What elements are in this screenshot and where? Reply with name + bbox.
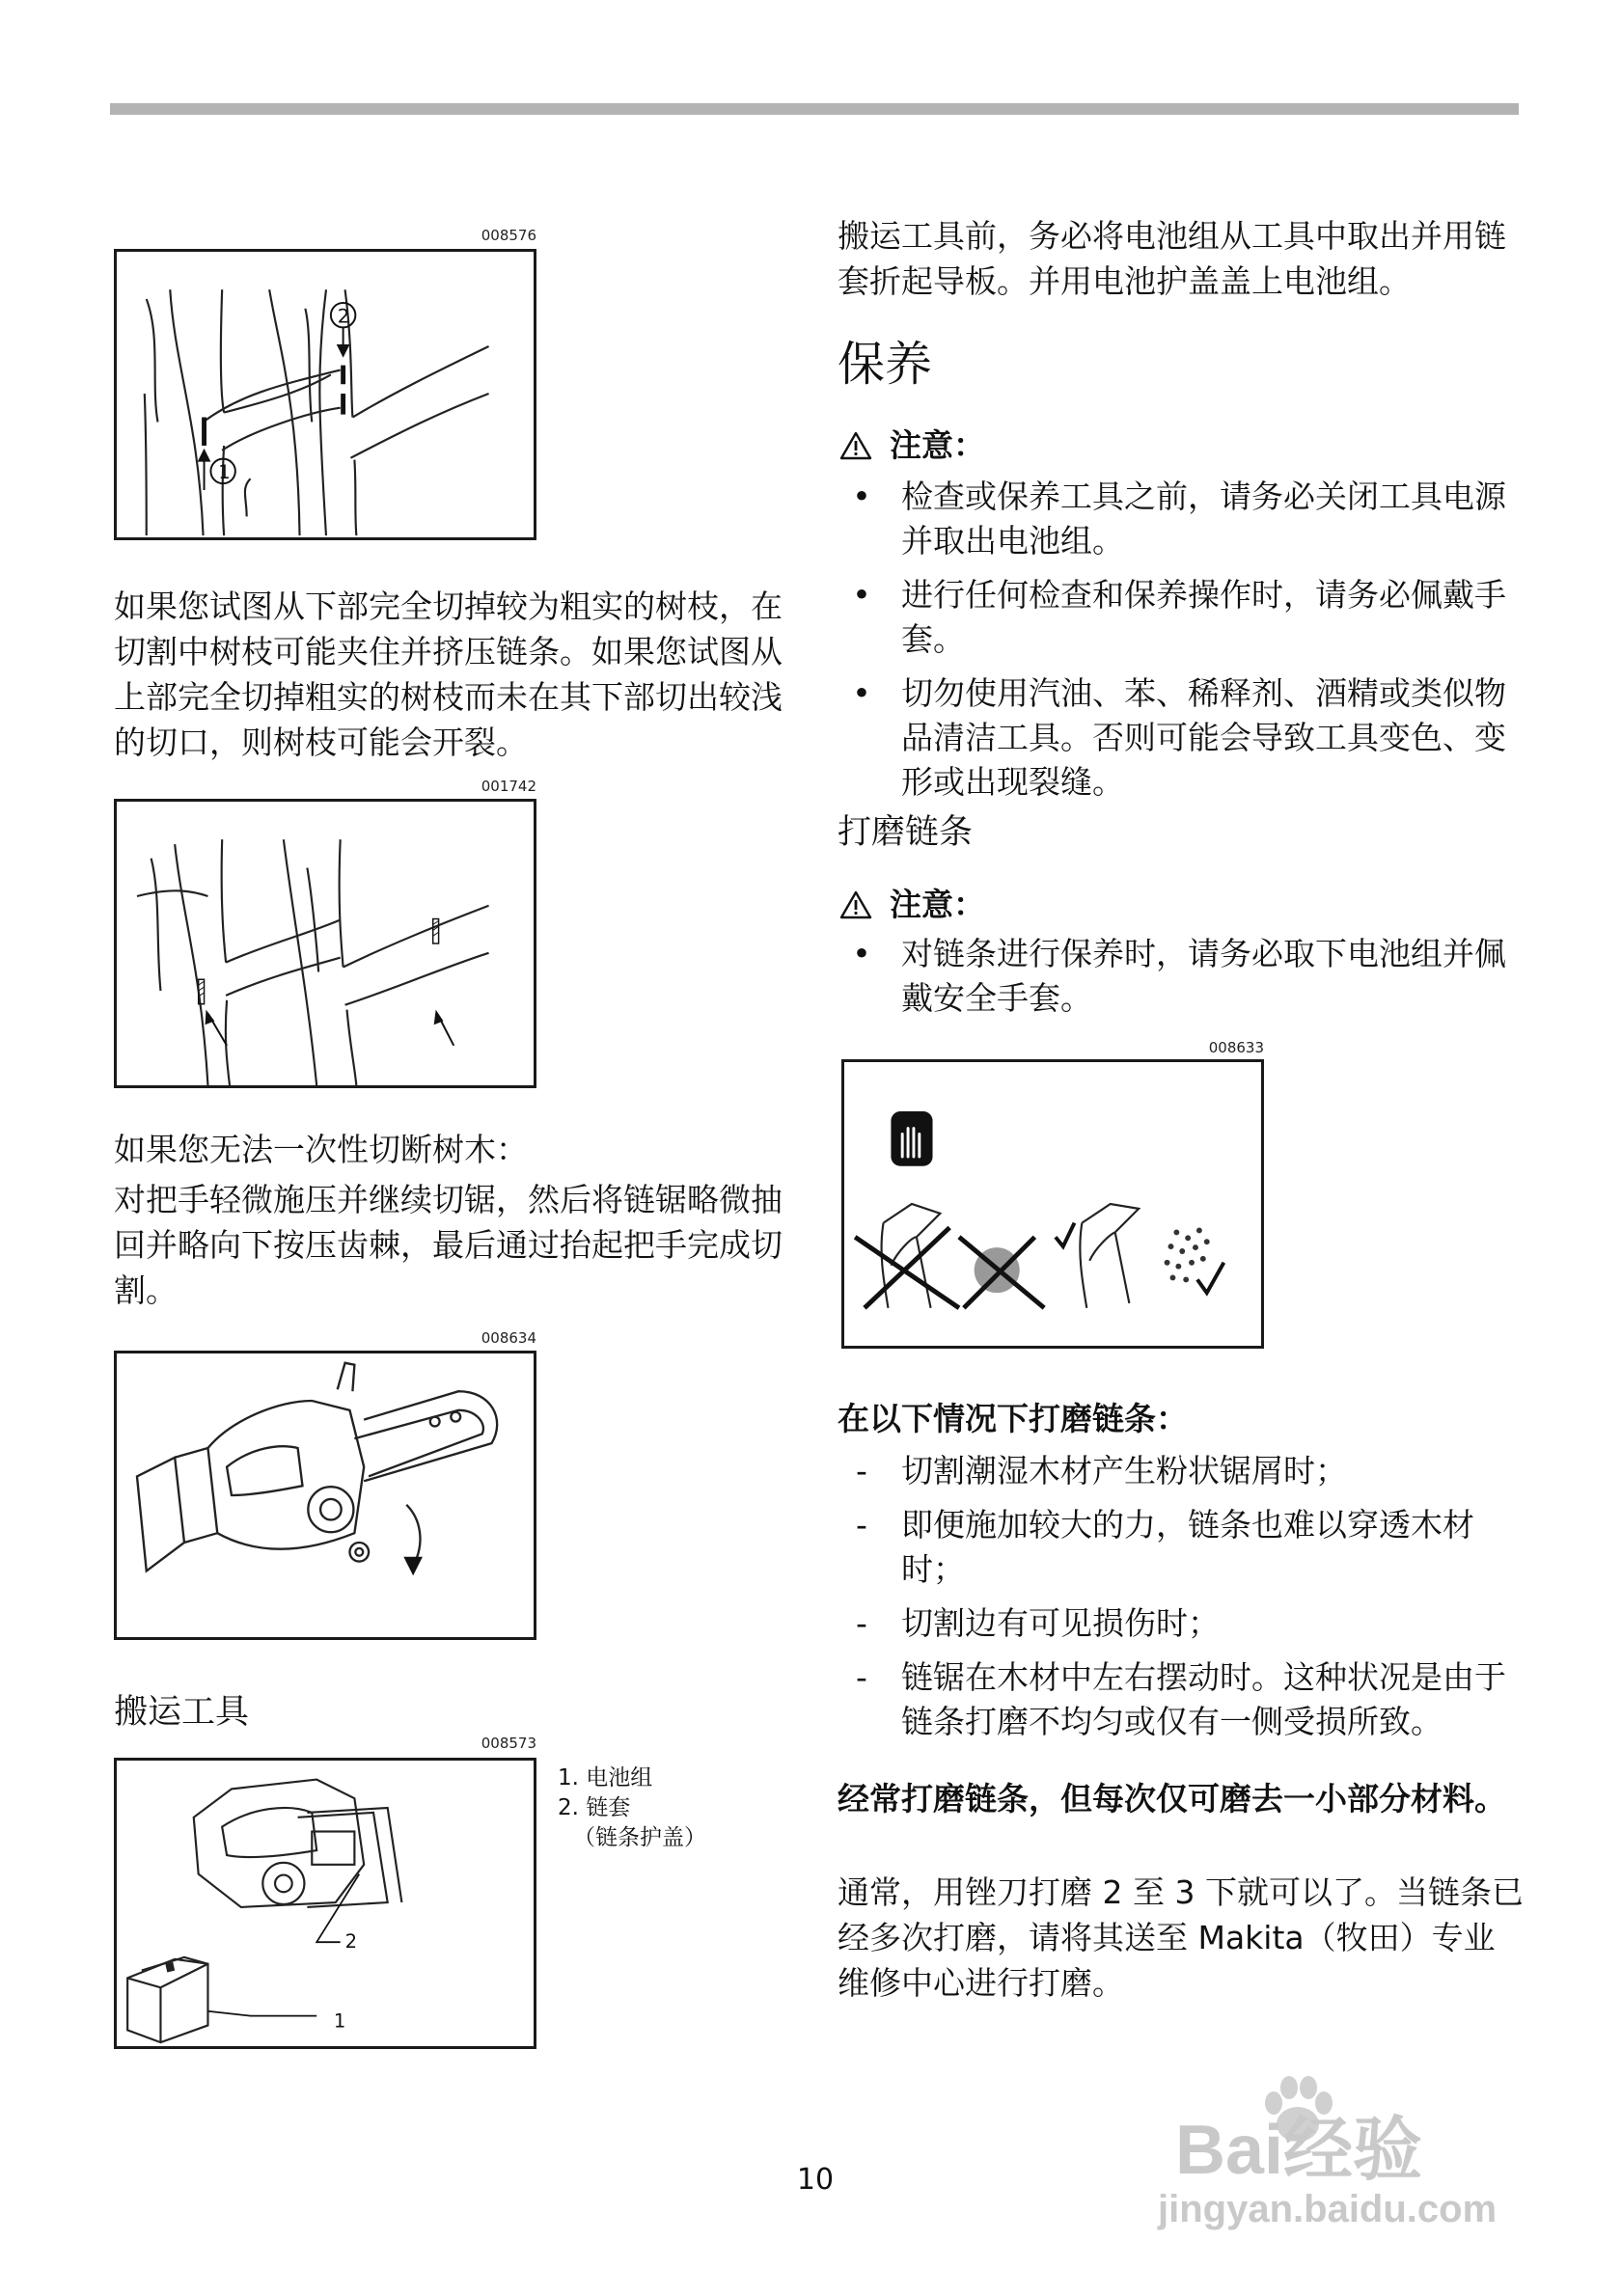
caution-text: 注意： [890,886,985,923]
list-item: • 切勿使用汽油、苯、稀释剂、酒精或类似物品清洁工具。否则可能会导致工具变色、变形或出现裂缝。 [852,674,1506,801]
undercut-illustration [117,802,534,1085]
paragraph-cutting-procedure: 对把手轻微施压并继续切锯，然后将链锯略微抽回并略向下按压齿棘，最后通过抬起把手完成切割。 [114,1181,783,1309]
figure-sharpening-wear [841,1059,1264,1349]
heading-transport: 搬运工具 [114,1693,250,1732]
caution-label [839,884,1225,926]
figure-tool-with-cover [114,1758,536,2049]
list-item: • 对链条进行保养时，请务必取下电池组并佩戴安全手套。 [852,935,1506,1017]
svg-text:2: 2 [337,305,350,328]
page-number: 10 [796,2163,835,2197]
paragraph-transport: 搬运工具前，务必将电池组从工具中取出并用链套折起导板。并用电池护盖盖上电池组。 [838,217,1506,300]
paragraph-branch-splitting: 如果您试图从下部完全切掉较为粗实的树枝，在切割中树枝可能夹住并挤压链条。如果您试图从上部完全切掉粗实的树枝而未在其下部切出较浅的切口，则树枝可能会开裂。 [114,588,783,761]
legend-item-battery: 1. 电池组 [558,1765,653,1790]
legend-item-chain-cover-sub: （链条护盖） [573,1825,706,1850]
figure-legend [558,1763,789,1853]
list-item: - 即便施加较大的力，链条也难以穿透木材时； [856,1506,1474,1588]
callout-battery: 1 [333,2009,346,2033]
caution-text: 注意： [890,426,985,464]
callout-chain-cover: 2 [344,1930,358,1954]
heading-when-to-sharpen: 在以下情况下打磨链条： [838,1400,1188,1437]
list-item: - 切割边有可见损伤时； [856,1604,1220,1642]
list-item: • 检查或保养工具之前，请务必关闭工具电源并取出电池组。 [852,478,1506,560]
figure-code: 008576 [481,227,536,244]
baidu-watermark [1129,2074,1534,2248]
warning-triangle-icon [839,431,872,460]
figure-chainsaw-handle [114,1351,536,1640]
figure-code: 008634 [481,1329,536,1347]
watermark-url: jingyan.baidu.com [1158,2188,1497,2230]
heading-maintenance: 保养 [838,337,933,392]
heading-sharpen-often: 经常打磨链条，但每次仅可磨去一小部分材料。 [838,1780,1506,1818]
list-item: • 进行任何检查和保养操作时，请务必佩戴手套。 [852,576,1506,658]
warning-triangle-icon [839,890,872,919]
heading-sharpen-chain: 打磨链条 [838,813,974,852]
caution-list-sharpen [838,932,1525,1030]
figure-undercut [114,799,536,1088]
figure-code: 008633 [1208,1039,1264,1056]
list-item: - 链锯在木材中左右摆动时。这种状况是由于链条打磨不均匀或仅有一侧受损所致。 [856,1658,1506,1740]
tool-battery-illustration [117,1761,534,2046]
list-item: - 切割潮湿木材产生粉状锯屑时； [856,1452,1347,1490]
caution-list [838,475,1525,814]
paragraph-sharpen-service: 通常，用锉刀打磨 2 至 3 下就可以了。当链条已经多次打磨，请将其送至 Makita（牧田）专业维修中心进行打磨。 [838,1873,1524,2002]
watermark-brand: Bai经验 [1175,2112,1423,2189]
svg-text:1: 1 [218,461,231,484]
figure-code: 001742 [481,778,536,795]
when-to-sharpen-list [838,1449,1525,1754]
figure-branch-cut-directions [114,249,536,540]
legend-item-chain-cover: 2. 链套 [558,1795,631,1820]
chainsaw-illustration [117,1353,534,1637]
caution-label [839,424,1225,467]
gloves-icon [891,1111,932,1166]
figure-code: 008573 [481,1735,536,1752]
sharpening-illustration [844,1062,1261,1346]
top-rule [110,103,1519,115]
paragraph-if-cannot-cut: 如果您无法一次性切断树木： [114,1131,528,1168]
branch-cut-illustration [117,252,534,537]
